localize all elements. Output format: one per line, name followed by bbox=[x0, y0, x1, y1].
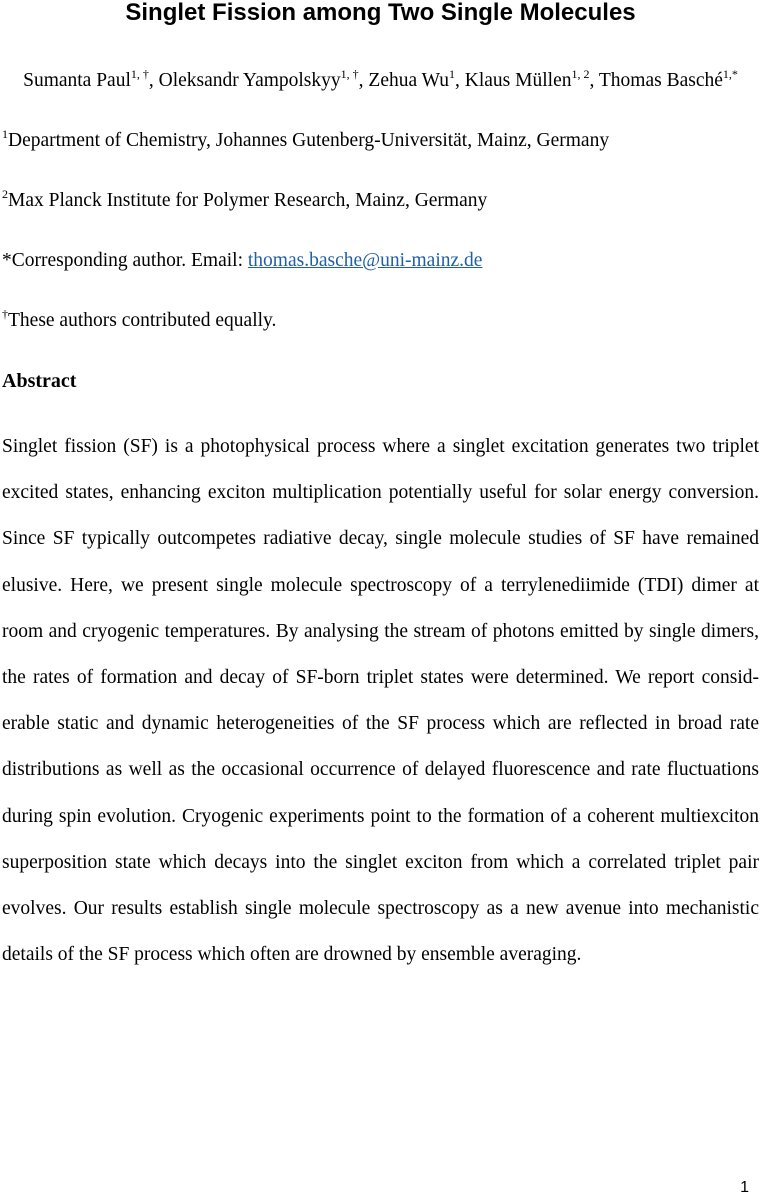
author-affiliation-mark: 1, † bbox=[130, 66, 149, 81]
author-affiliation-mark: 1, 2 bbox=[571, 66, 590, 81]
dagger-mark: † bbox=[2, 306, 8, 321]
page-number: 1 bbox=[740, 1179, 749, 1196]
abstract-body: Singlet fission (SF) is a photophysical process where a singlet excitation generates two triplet excited states, enhancing exciton multiplication potentially useful for solar energy conversion. Since SF typically outcompetes radiative decay, single molecule studies of SF have remained elusive. Here, we present single molecule spectroscopy of a terrylenediimide (TDI) dimer at room and cryogenic temperatures. By analysing the stream of photons emitted by single dimers, the rates of formation and decay of SF-born triplet states were determined. We report considerable static and dynamic heterogeneities of the SF process which are reflected in broad rate distributions as well as the occasional occurrence of delayed fluorescence and rate fluctuations during spin evolution. Cryogenic experiments point to the formation of a coherent multiexciton superposition state which decays into the singlet exciton from which a correlated triplet pair evolves. Our results establish single molecule spectroscopy as a new avenue into mechanistic details of the SF process which often are drowned by ensemble averaging. bbox=[2, 436, 759, 966]
affiliation-text: Department of Chemistry, Johannes Gutenberg-Universität, Mainz, Germany bbox=[8, 130, 610, 151]
author-affiliation-mark: 1,* bbox=[722, 66, 738, 81]
corresponding-label: *Corresponding author. Email: bbox=[2, 250, 248, 271]
corresponding-author bbox=[2, 247, 482, 275]
abstract-heading: Abstract bbox=[2, 370, 77, 392]
paper-title: Singlet Fission among Two Single Molecules bbox=[125, 0, 636, 26]
equal-contribution-text: These authors contributed equally. bbox=[8, 310, 277, 331]
author-affiliation-mark: 1 bbox=[449, 66, 456, 81]
author-name: Oleksandr Yampolskyy bbox=[158, 70, 341, 91]
author-name: Zehua Wu bbox=[368, 70, 450, 91]
author-name: Sumanta Paul bbox=[23, 70, 131, 91]
affiliation-1 bbox=[2, 127, 609, 155]
equal-contribution-note bbox=[2, 307, 276, 335]
author-affiliation-mark: 1, † bbox=[340, 66, 359, 81]
author-name: Klaus Müllen bbox=[464, 70, 572, 91]
email-link[interactable]: thomas.basche@uni-mainz.de bbox=[247, 250, 483, 271]
author-list: Sumanta Paul$^{1, \dagger}$, Oleksandr Yampolskyy$^{1, \dagger}$, Zehua Wu$^1$, Klaus Müllen$^{1, 2}$, Thomas Basché$^{1,*}$ bbox=[23, 66, 738, 91]
affiliation-2 bbox=[2, 187, 487, 215]
author-name: Thomas Basché bbox=[598, 70, 723, 91]
affiliation-mark: 1 bbox=[2, 126, 8, 141]
affiliation-mark: 2 bbox=[2, 186, 8, 201]
affiliation-text: Max Planck Institute for Polymer Research, Mainz, Germany bbox=[8, 190, 488, 211]
